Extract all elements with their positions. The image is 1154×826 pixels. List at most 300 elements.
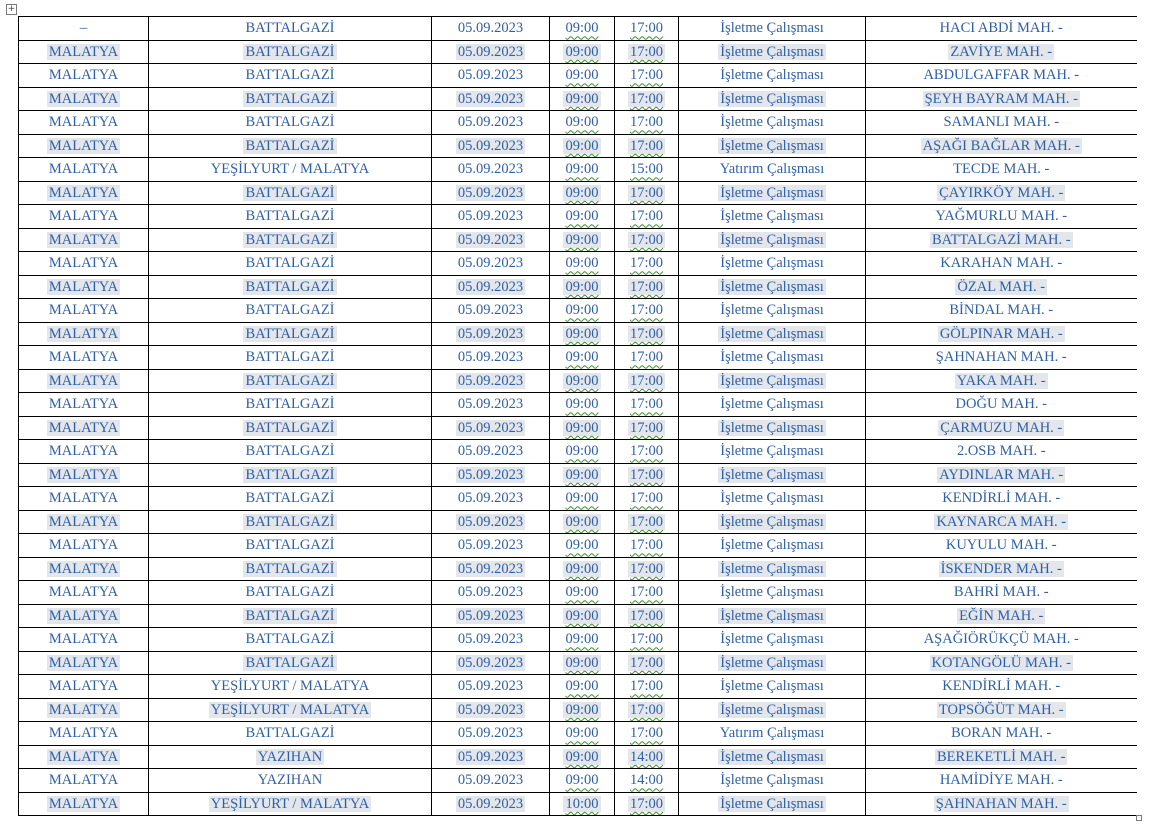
start-time-cell[interactable]: [550, 463, 615, 487]
district-cell[interactable]: [149, 440, 432, 464]
district-cell[interactable]: [149, 252, 432, 276]
neighborhood-text: AŞAĞI BAĞLAR MAH. -: [922, 137, 1080, 154]
neighborhood-cell[interactable]: [866, 534, 1137, 558]
start-time-cell[interactable]: [550, 228, 615, 252]
end-time-text: 17:00: [629, 584, 664, 601]
work-type-cell[interactable]: [679, 510, 866, 534]
end-time-cell[interactable]: [615, 440, 679, 464]
neighborhood-cell[interactable]: [866, 181, 1137, 205]
neighborhood-text: 2.OSB MAH. -: [956, 443, 1046, 460]
neighborhood-cell[interactable]: [866, 792, 1137, 816]
table-row: [19, 581, 1137, 605]
work-type-cell[interactable]: [679, 158, 866, 182]
work-type-cell[interactable]: [679, 416, 866, 440]
work-type-cell[interactable]: [679, 40, 866, 64]
start-time-cell[interactable]: [550, 440, 615, 464]
start-time-cell[interactable]: [550, 651, 615, 675]
start-time-cell[interactable]: [550, 510, 615, 534]
date-cell[interactable]: [432, 698, 550, 722]
neighborhood-cell[interactable]: [866, 722, 1137, 746]
table-row: [19, 510, 1137, 534]
province-cell[interactable]: [19, 675, 149, 699]
province-cell[interactable]: [19, 651, 149, 675]
start-time-cell[interactable]: [550, 487, 615, 511]
province-cell[interactable]: [19, 557, 149, 581]
district-cell[interactable]: [149, 628, 432, 652]
end-time-cell[interactable]: [615, 581, 679, 605]
work-type-text: İşletme Çalışması: [720, 90, 824, 107]
province-cell[interactable]: [19, 628, 149, 652]
neighborhood-cell[interactable]: [866, 346, 1137, 370]
district-text: BATTALGAZİ: [245, 584, 335, 601]
work-type-cell[interactable]: [679, 17, 866, 41]
start-time-cell[interactable]: [550, 346, 615, 370]
province-cell[interactable]: [19, 17, 149, 41]
start-time-text: 09:00: [565, 161, 599, 178]
end-time-cell[interactable]: [615, 40, 679, 64]
end-time-cell[interactable]: [615, 205, 679, 229]
work-type-cell[interactable]: [679, 322, 866, 346]
date-cell[interactable]: [432, 205, 550, 229]
district-cell[interactable]: [149, 322, 432, 346]
work-type-cell[interactable]: [679, 134, 866, 158]
start-time-cell[interactable]: [550, 722, 615, 746]
province-cell[interactable]: [19, 698, 149, 722]
district-text: BATTALGAZİ: [245, 43, 335, 60]
work-type-cell[interactable]: [679, 346, 866, 370]
table-move-handle-icon[interactable]: +: [7, 4, 16, 14]
district-cell[interactable]: [149, 134, 432, 158]
neighborhood-cell[interactable]: [866, 510, 1137, 534]
end-time-cell[interactable]: [615, 534, 679, 558]
province-cell[interactable]: [19, 40, 149, 64]
start-time-cell[interactable]: [550, 769, 615, 793]
neighborhood-cell[interactable]: [866, 17, 1137, 41]
district-cell[interactable]: [149, 675, 432, 699]
work-type-cell[interactable]: [679, 275, 866, 299]
start-time-cell[interactable]: [550, 275, 615, 299]
province-cell[interactable]: [19, 769, 149, 793]
table-row: [19, 228, 1137, 252]
date-cell[interactable]: [432, 792, 550, 816]
end-time-cell[interactable]: [615, 17, 679, 41]
work-type-text: İşletme Çalışması: [720, 443, 824, 460]
province-cell[interactable]: [19, 205, 149, 229]
date-cell[interactable]: [432, 40, 550, 64]
date-text: 05.09.2023: [457, 513, 524, 530]
province-text: MALATYA: [48, 208, 119, 225]
province-cell[interactable]: [19, 228, 149, 252]
province-text: MALATYA: [48, 748, 119, 765]
date-cell[interactable]: [432, 64, 550, 88]
date-cell[interactable]: [432, 628, 550, 652]
work-type-text: İşletme Çalışması: [720, 208, 824, 225]
date-cell[interactable]: [432, 675, 550, 699]
date-cell[interactable]: [432, 557, 550, 581]
province-cell[interactable]: [19, 745, 149, 769]
neighborhood-cell[interactable]: [866, 299, 1137, 323]
district-text: BATTALGAZİ: [245, 396, 335, 413]
date-cell[interactable]: [432, 651, 550, 675]
date-cell[interactable]: [432, 745, 550, 769]
district-cell[interactable]: [149, 111, 432, 135]
end-time-cell[interactable]: [615, 487, 679, 511]
district-text: BATTALGAZİ: [245, 325, 335, 342]
neighborhood-cell[interactable]: [866, 393, 1137, 417]
neighborhood-cell[interactable]: [866, 745, 1137, 769]
start-time-text: 09:00: [565, 43, 599, 60]
work-type-cell[interactable]: [679, 393, 866, 417]
district-cell[interactable]: [149, 275, 432, 299]
work-type-cell[interactable]: [679, 111, 866, 135]
work-type-cell[interactable]: [679, 205, 866, 229]
district-cell[interactable]: [149, 205, 432, 229]
province-cell[interactable]: [19, 64, 149, 88]
date-cell[interactable]: [432, 487, 550, 511]
end-time-text: 17:00: [629, 701, 664, 718]
work-type-text: İşletme Çalışması: [720, 772, 824, 789]
neighborhood-cell[interactable]: [866, 134, 1137, 158]
start-time-cell[interactable]: [550, 604, 615, 628]
neighborhood-cell[interactable]: [866, 651, 1137, 675]
date-cell[interactable]: [432, 416, 550, 440]
date-cell[interactable]: [432, 181, 550, 205]
end-time-text: 17:00: [629, 114, 664, 131]
district-cell[interactable]: [149, 228, 432, 252]
date-cell[interactable]: [432, 275, 550, 299]
start-time-text: 09:00: [565, 67, 599, 84]
province-cell[interactable]: [19, 510, 149, 534]
neighborhood-cell[interactable]: [866, 275, 1137, 299]
start-time-cell[interactable]: [550, 557, 615, 581]
end-time-cell[interactable]: [615, 463, 679, 487]
province-cell[interactable]: [19, 111, 149, 135]
date-cell[interactable]: [432, 346, 550, 370]
neighborhood-cell[interactable]: [866, 628, 1137, 652]
work-type-text: İşletme Çalışması: [720, 560, 824, 577]
province-cell[interactable]: [19, 416, 149, 440]
start-time-cell[interactable]: [550, 252, 615, 276]
work-type-cell[interactable]: [679, 792, 866, 816]
start-time-cell[interactable]: [550, 745, 615, 769]
neighborhood-cell[interactable]: [866, 40, 1137, 64]
date-cell[interactable]: [432, 440, 550, 464]
neighborhood-cell[interactable]: [866, 205, 1137, 229]
district-cell[interactable]: [149, 792, 432, 816]
start-time-text: 09:00: [565, 419, 599, 436]
date-cell[interactable]: [432, 393, 550, 417]
start-time-cell[interactable]: [550, 581, 615, 605]
district-cell[interactable]: [149, 557, 432, 581]
neighborhood-cell[interactable]: [866, 64, 1137, 88]
work-type-cell[interactable]: [679, 487, 866, 511]
date-cell[interactable]: [432, 369, 550, 393]
district-cell[interactable]: [149, 487, 432, 511]
district-cell[interactable]: [149, 604, 432, 628]
date-cell[interactable]: [432, 322, 550, 346]
work-type-cell[interactable]: [679, 675, 866, 699]
work-type-cell[interactable]: [679, 745, 866, 769]
neighborhood-cell[interactable]: [866, 581, 1137, 605]
neighborhood-cell[interactable]: [866, 440, 1137, 464]
end-time-cell[interactable]: [615, 87, 679, 111]
work-type-cell[interactable]: [679, 698, 866, 722]
province-cell[interactable]: [19, 393, 149, 417]
district-cell[interactable]: [149, 64, 432, 88]
date-cell[interactable]: [432, 581, 550, 605]
table-row: [19, 369, 1137, 393]
end-time-text: 17:00: [629, 137, 664, 154]
neighborhood-cell[interactable]: [866, 698, 1137, 722]
district-cell[interactable]: [149, 181, 432, 205]
date-cell[interactable]: [432, 463, 550, 487]
start-time-cell[interactable]: [550, 299, 615, 323]
start-time-cell[interactable]: [550, 87, 615, 111]
start-time-cell[interactable]: [550, 17, 615, 41]
table-row: [19, 134, 1137, 158]
neighborhood-cell[interactable]: [866, 158, 1137, 182]
end-time-cell[interactable]: [615, 322, 679, 346]
start-time-cell[interactable]: [550, 393, 615, 417]
district-cell[interactable]: [149, 581, 432, 605]
province-cell[interactable]: [19, 722, 149, 746]
date-cell[interactable]: [432, 604, 550, 628]
start-time-cell[interactable]: [550, 158, 615, 182]
neighborhood-cell[interactable]: [866, 463, 1137, 487]
end-time-cell[interactable]: [615, 722, 679, 746]
end-time-cell[interactable]: [615, 346, 679, 370]
neighborhood-cell[interactable]: [866, 322, 1137, 346]
work-type-cell[interactable]: [679, 581, 866, 605]
start-time-text: 09:00: [565, 654, 599, 671]
end-time-cell[interactable]: [615, 369, 679, 393]
neighborhood-cell[interactable]: [866, 416, 1137, 440]
province-cell[interactable]: [19, 581, 149, 605]
work-type-text: Yatırım Çalışması: [719, 161, 825, 178]
end-time-cell[interactable]: [615, 181, 679, 205]
work-type-cell[interactable]: [679, 604, 866, 628]
date-cell[interactable]: [432, 769, 550, 793]
date-text: 05.09.2023: [457, 208, 524, 225]
province-cell[interactable]: [19, 534, 149, 558]
table-row: [19, 792, 1137, 816]
district-cell[interactable]: [149, 534, 432, 558]
work-type-cell[interactable]: [679, 628, 866, 652]
province-cell[interactable]: [19, 463, 149, 487]
province-text: MALATYA: [48, 302, 119, 319]
province-text: MALATYA: [48, 255, 119, 272]
district-cell[interactable]: [149, 416, 432, 440]
end-time-cell[interactable]: [615, 252, 679, 276]
start-time-cell[interactable]: [550, 322, 615, 346]
end-time-cell[interactable]: [615, 158, 679, 182]
date-cell[interactable]: [432, 510, 550, 534]
start-time-cell[interactable]: [550, 205, 615, 229]
neighborhood-cell[interactable]: [866, 369, 1137, 393]
work-type-cell[interactable]: [679, 228, 866, 252]
work-type-text: İşletme Çalışması: [720, 419, 824, 436]
work-type-cell[interactable]: [679, 87, 866, 111]
work-type-cell[interactable]: [679, 463, 866, 487]
table-row: [19, 487, 1137, 511]
neighborhood-cell[interactable]: [866, 557, 1137, 581]
date-cell[interactable]: [432, 534, 550, 558]
province-cell[interactable]: [19, 134, 149, 158]
start-time-cell[interactable]: [550, 534, 615, 558]
end-time-text: 17:00: [629, 419, 664, 436]
start-time-text: 09:00: [565, 772, 599, 789]
date-cell[interactable]: [432, 228, 550, 252]
district-text: YEŞİLYURT / MALATYA: [210, 701, 370, 718]
start-time-cell[interactable]: [550, 698, 615, 722]
work-type-cell[interactable]: [679, 651, 866, 675]
district-text: BATTALGAZİ: [245, 184, 335, 201]
end-time-cell[interactable]: [615, 628, 679, 652]
district-cell[interactable]: [149, 17, 432, 41]
district-cell[interactable]: [149, 369, 432, 393]
work-type-cell[interactable]: [679, 369, 866, 393]
district-cell[interactable]: [149, 87, 432, 111]
date-text: 05.09.2023: [457, 419, 524, 436]
end-time-cell[interactable]: [615, 557, 679, 581]
start-time-cell[interactable]: [550, 628, 615, 652]
district-cell[interactable]: [149, 158, 432, 182]
province-text: MALATYA: [48, 490, 119, 507]
work-type-cell[interactable]: [679, 557, 866, 581]
neighborhood-text: KAYNARCA MAH. -: [936, 513, 1067, 530]
end-time-cell[interactable]: [615, 604, 679, 628]
end-time-text: 15:00: [629, 161, 664, 178]
end-time-cell[interactable]: [615, 792, 679, 816]
end-time-text: 14:00: [629, 748, 664, 765]
district-cell[interactable]: [149, 651, 432, 675]
province-cell[interactable]: [19, 158, 149, 182]
table-row: [19, 745, 1137, 769]
end-time-cell[interactable]: [615, 510, 679, 534]
end-time-cell[interactable]: [615, 275, 679, 299]
neighborhood-cell[interactable]: [866, 604, 1137, 628]
province-cell[interactable]: [19, 487, 149, 511]
end-time-cell[interactable]: [615, 111, 679, 135]
start-time-cell[interactable]: [550, 416, 615, 440]
neighborhood-cell[interactable]: [866, 487, 1137, 511]
date-cell[interactable]: [432, 134, 550, 158]
date-text: 05.09.2023: [457, 184, 524, 201]
table-resize-handle-icon[interactable]: [1136, 815, 1142, 821]
district-cell[interactable]: [149, 393, 432, 417]
start-time-text: 09:00: [565, 302, 599, 319]
work-type-text: İşletme Çalışması: [720, 278, 824, 295]
district-text: BATTALGAZİ: [245, 349, 335, 366]
table-row: [19, 346, 1137, 370]
district-cell[interactable]: [149, 346, 432, 370]
end-time-cell[interactable]: [615, 675, 679, 699]
date-cell[interactable]: [432, 111, 550, 135]
district-cell[interactable]: [149, 722, 432, 746]
province-cell[interactable]: [19, 275, 149, 299]
start-time-cell[interactable]: [550, 675, 615, 699]
start-time-cell[interactable]: [550, 134, 615, 158]
work-type-cell[interactable]: [679, 440, 866, 464]
end-time-cell[interactable]: [615, 393, 679, 417]
end-time-cell[interactable]: [615, 745, 679, 769]
work-type-cell[interactable]: [679, 181, 866, 205]
province-cell[interactable]: [19, 87, 149, 111]
work-type-text: İşletme Çalışması: [720, 678, 824, 695]
end-time-cell[interactable]: [615, 134, 679, 158]
date-cell[interactable]: [432, 252, 550, 276]
province-cell[interactable]: [19, 322, 149, 346]
district-cell[interactable]: [149, 299, 432, 323]
start-time-text: 09:00: [565, 443, 599, 460]
district-cell[interactable]: [149, 40, 432, 64]
district-cell[interactable]: [149, 463, 432, 487]
province-cell[interactable]: [19, 440, 149, 464]
start-time-text: 09:00: [565, 325, 599, 342]
start-time-cell[interactable]: [550, 64, 615, 88]
district-cell[interactable]: [149, 698, 432, 722]
neighborhood-text: ŞEYH BAYRAM MAH. -: [924, 90, 1078, 107]
date-cell[interactable]: [432, 722, 550, 746]
neighborhood-cell[interactable]: [866, 228, 1137, 252]
end-time-cell[interactable]: [615, 416, 679, 440]
district-cell[interactable]: [149, 769, 432, 793]
neighborhood-cell[interactable]: [866, 252, 1137, 276]
province-cell[interactable]: [19, 604, 149, 628]
work-type-cell[interactable]: [679, 299, 866, 323]
province-cell[interactable]: [19, 346, 149, 370]
end-time-cell[interactable]: [615, 651, 679, 675]
neighborhood-text: BORAN MAH. -: [951, 725, 1052, 742]
province-text: MALATYA: [48, 161, 119, 178]
neighborhood-cell[interactable]: [866, 87, 1137, 111]
start-time-text: 09:00: [565, 513, 599, 530]
province-cell[interactable]: [19, 181, 149, 205]
start-time-cell[interactable]: [550, 111, 615, 135]
end-time-cell[interactable]: [615, 228, 679, 252]
start-time-cell[interactable]: [550, 40, 615, 64]
province-cell[interactable]: [19, 369, 149, 393]
date-text: 05.09.2023: [457, 654, 524, 671]
end-time-cell[interactable]: [615, 698, 679, 722]
province-cell[interactable]: [19, 299, 149, 323]
district-text: YAZIHAN: [257, 748, 323, 765]
work-type-text: İşletme Çalışması: [720, 43, 824, 60]
date-cell[interactable]: [432, 17, 550, 41]
work-type-cell[interactable]: [679, 769, 866, 793]
end-time-cell[interactable]: [615, 64, 679, 88]
work-type-cell[interactable]: [679, 534, 866, 558]
start-time-cell[interactable]: [550, 369, 615, 393]
district-cell[interactable]: [149, 510, 432, 534]
start-time-cell[interactable]: [550, 181, 615, 205]
start-time-cell[interactable]: [550, 792, 615, 816]
province-cell[interactable]: [19, 252, 149, 276]
neighborhood-cell[interactable]: [866, 769, 1137, 793]
work-type-cell[interactable]: [679, 252, 866, 276]
province-cell[interactable]: [19, 792, 149, 816]
work-type-cell[interactable]: [679, 722, 866, 746]
date-cell[interactable]: [432, 87, 550, 111]
neighborhood-cell[interactable]: [866, 111, 1137, 135]
end-time-cell[interactable]: [615, 299, 679, 323]
neighborhood-cell[interactable]: [866, 675, 1137, 699]
work-type-cell[interactable]: [679, 64, 866, 88]
district-cell[interactable]: [149, 745, 432, 769]
end-time-cell[interactable]: [615, 769, 679, 793]
date-cell[interactable]: [432, 299, 550, 323]
date-cell[interactable]: [432, 158, 550, 182]
